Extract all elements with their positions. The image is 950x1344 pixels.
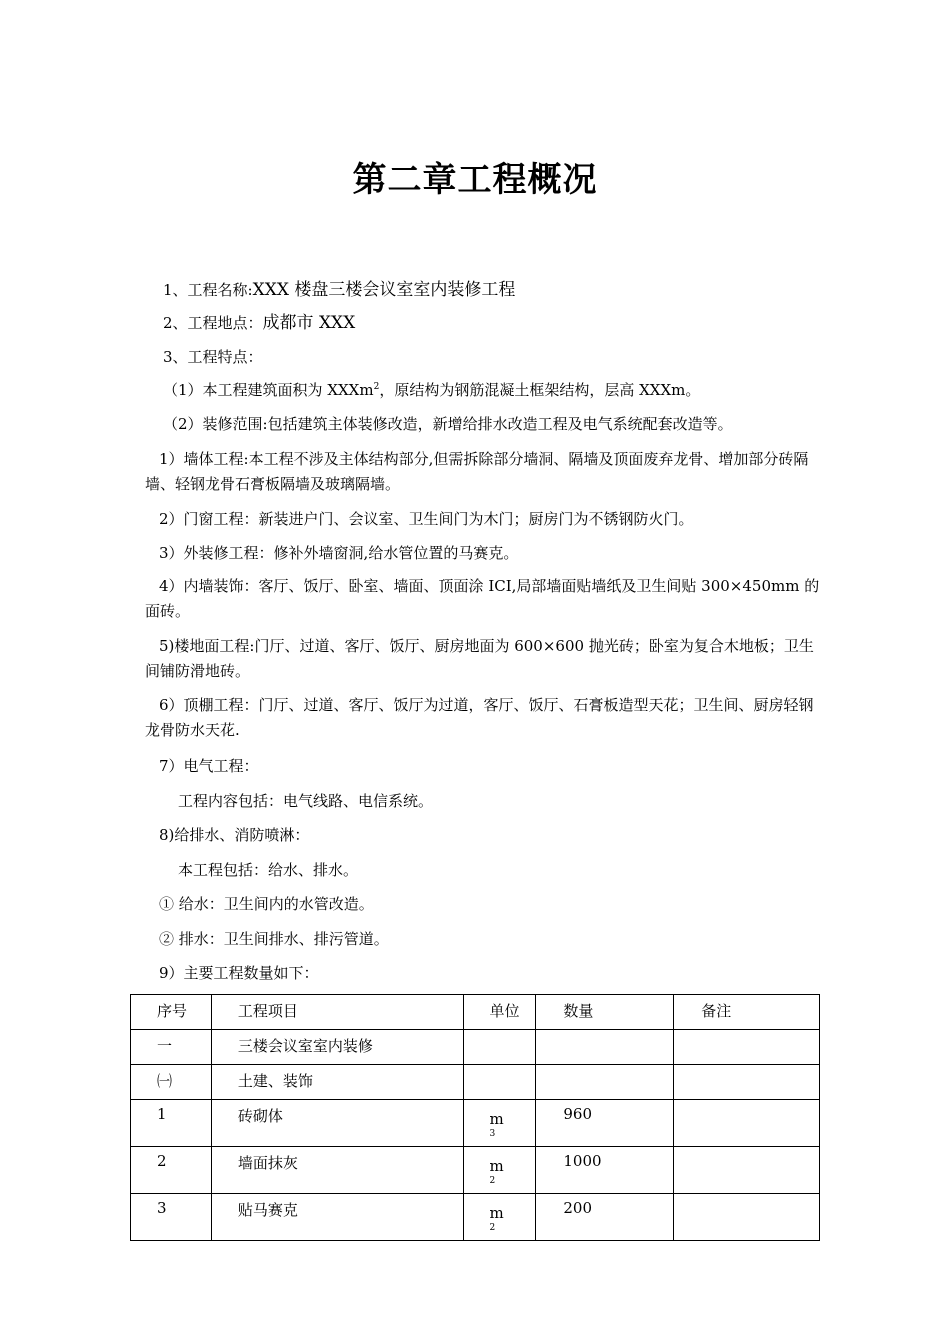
- paragraph-exterior: 3）外装修工程：修补外墙窗洞,给水管位置的马赛克。: [159, 544, 519, 562]
- table-cell-note: [674, 1065, 820, 1100]
- paragraph-ceilings: 6）顶棚工程：门厅、过道、客厅、饭厅为过道，客厅、饭厅、石膏板造型天花；卫生间、厨房轻钢龙骨防水天花.: [145, 696, 814, 739]
- paragraph-water-supply: ① 给水：卫生间内的水管改造。: [159, 895, 374, 913]
- table-header-cell: 备注: [674, 995, 820, 1030]
- table-cell-unit: m $^2$: [464, 1147, 536, 1194]
- table-row: [131, 1100, 820, 1147]
- paragraph-plumbing-detail: 本工程包括：给水、排水。: [178, 861, 359, 879]
- table-cell-no: 3: [131, 1194, 212, 1241]
- table-row: [131, 1194, 820, 1241]
- table-cell-unit: [464, 1030, 536, 1065]
- table-header-row: [131, 995, 820, 1030]
- paragraph-electrical-detail: 工程内容包括：电气线路、电信系统。: [178, 792, 434, 810]
- table-cell-unit: m $^2$: [464, 1194, 536, 1241]
- paragraph-doors-windows: 2）门窗工程：新装进户门、会议室、卫生间门为木门；厨房门为不锈钢防火门。: [159, 510, 694, 528]
- table-cell-qty: 1000: [536, 1147, 674, 1194]
- table-cell-item: 土建、装饰: [211, 1065, 464, 1100]
- table-row: [131, 1147, 820, 1194]
- table-cell-no: 1: [131, 1100, 212, 1147]
- paragraph-area-superscript: 2: [373, 382, 380, 392]
- paragraph-area-text-b: ，原结构为钢筋混凝土框架结构，层高 XXXm。: [379, 381, 701, 399]
- item-project-name-value: XXX 楼盘三楼会议室室内装修工程: [252, 280, 516, 300]
- item-project-name: [163, 280, 515, 300]
- item-project-location: [163, 313, 355, 333]
- table-header-cell: 单位: [464, 995, 536, 1030]
- paragraph-electrical: 7）电气工程：: [159, 757, 259, 775]
- paragraph-interior-walls: 4）内墙装饰：客厅、饭厅、卧室、墙面、顶面涂 ICI,局部墙面贴墙纸及卫生间贴 300×450mm 的面砖。: [145, 577, 820, 620]
- quantity-table: [130, 994, 820, 1241]
- item-project-name-label: 1、工程名称:: [163, 281, 253, 299]
- table-header-cell: 数量: [536, 995, 674, 1030]
- table-cell-no: ㈠: [131, 1065, 212, 1100]
- paragraph-scope: （2）装修范围:包括建筑主体装修改造，新增给排水改造工程及电气系统配套改造等。: [163, 415, 733, 433]
- table-cell-qty: [536, 1065, 674, 1100]
- table-cell-qty: 960: [536, 1100, 674, 1147]
- table-cell-item: 三楼会议室室内装修: [211, 1030, 464, 1065]
- paragraph-area: [163, 380, 700, 400]
- item-project-location-label: 2、工程地点：: [163, 314, 263, 332]
- table-cell-no: 2: [131, 1147, 212, 1194]
- table-cell-qty: [536, 1030, 674, 1065]
- paragraph-area-text-a: （1）本工程建筑面积为 XXXm: [163, 381, 374, 399]
- item-project-location-value: 成都市 XXX: [262, 313, 356, 333]
- table-header-cell: 序号: [131, 995, 212, 1030]
- paragraph-wall-works: 1）墙体工程:本工程不涉及主体结构部分,但需拆除部分墙洞、隔墙及顶面废弃龙骨、增加部分砖隔墙、轻钢龙骨石膏板隔墙及玻璃隔墙。: [145, 450, 809, 493]
- table-cell-no: 一: [131, 1030, 212, 1065]
- chapter-title: 第二章工程概况: [352, 160, 598, 200]
- table-cell-item: 墙面抹灰: [211, 1147, 464, 1194]
- table-row: [131, 1030, 820, 1065]
- table-cell-note: [674, 1100, 820, 1147]
- table-cell-note: [674, 1147, 820, 1194]
- table-cell-item: 贴马赛克: [211, 1194, 464, 1241]
- table-cell-note: [674, 1030, 820, 1065]
- table-header-cell: 工程项目: [211, 995, 464, 1030]
- table-cell-qty: 200: [536, 1194, 674, 1241]
- item-project-features: 3、工程特点：: [163, 348, 263, 366]
- table-cell-unit: [464, 1065, 536, 1100]
- table-cell-unit: m $^3$: [464, 1100, 536, 1147]
- paragraph-drainage: ② 排水：卫生间排水、排污管道。: [159, 930, 389, 948]
- paragraph-plumbing: 8)给排水、消防喷淋：: [159, 826, 310, 844]
- table-cell-item: 砖砌体: [211, 1100, 464, 1147]
- table-cell-note: [674, 1194, 820, 1241]
- table-row: [131, 1065, 820, 1100]
- paragraph-quantities-intro: 9）主要工程数量如下：: [159, 964, 319, 982]
- paragraph-floors: 5)楼地面工程:门厅、过道、客厅、饭厅、厨房地面为 600×600 抛光砖；卧室为复合木地板；卫生间铺防滑地砖。: [145, 637, 814, 680]
